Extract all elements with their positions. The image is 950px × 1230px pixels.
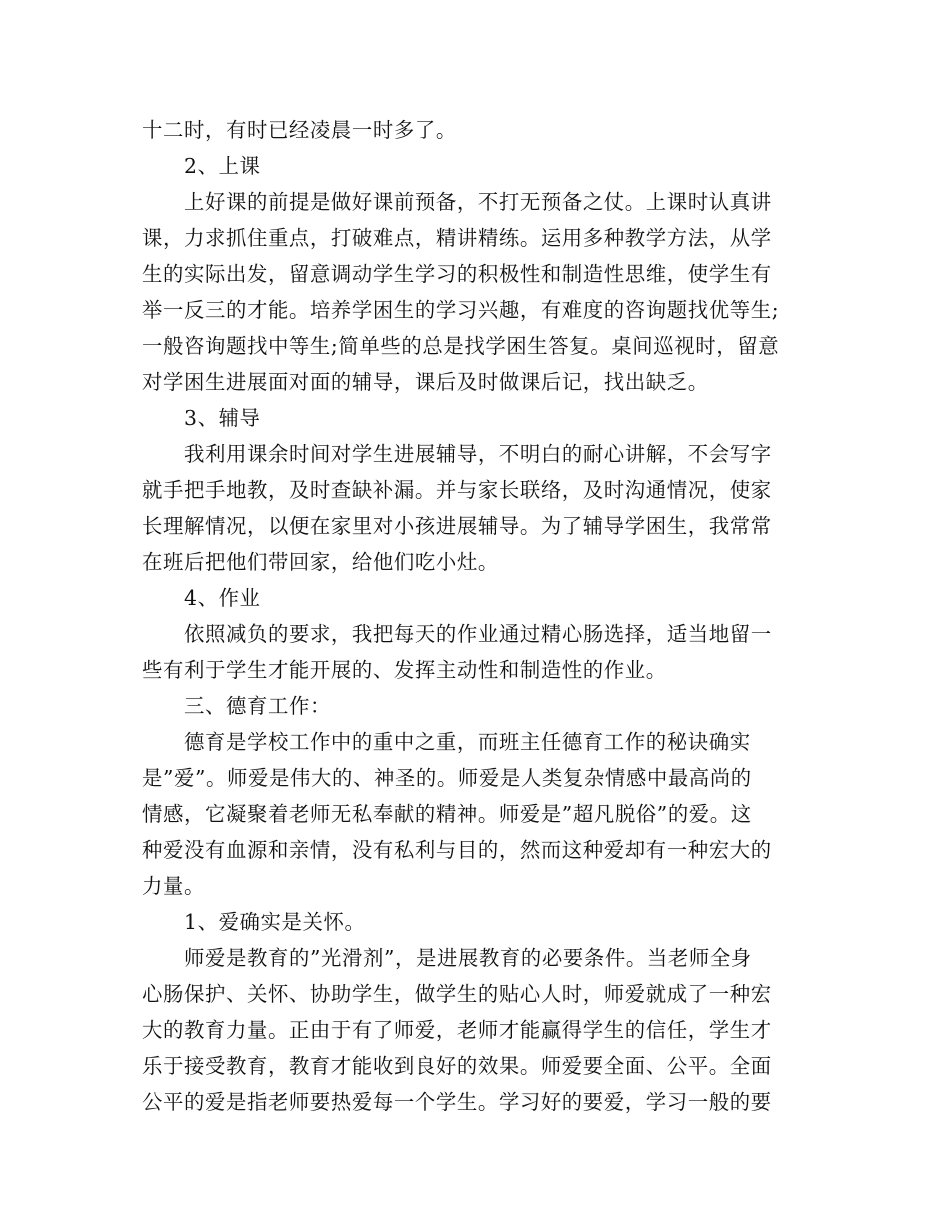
section-heading: 1、爱确实是关怀。: [184, 910, 366, 934]
text-line: 些有利于学生才能开展的、发挥主动性和制造性的作业。: [142, 658, 667, 682]
text-line: 乐于接受教育，教育才能收到良好的效果。师爱要全面、公平。全面: [142, 1054, 772, 1078]
document-page: [142, 112, 812, 1120]
text-line: 依照减负的要求，我把每天的作业通过精心肠选择，适当地留一: [184, 622, 772, 646]
text-line: 心肠保护、关怀、协助学生，做学生的贴心人时，师爱就成了一种宏: [142, 982, 772, 1006]
text-line: 生的实际出发，留意调动学生学习的积极性和制造性思维，使学生有: [142, 262, 772, 286]
text-line: 公平的爱是指老师要热爱每一个学生。学习好的要爱，学习一般的要: [142, 1090, 772, 1114]
text-line: 在班后把他们带回家，给他们吃小灶。: [142, 550, 499, 574]
text-line: 上好课的前提是做好课前预备，不打无预备之仗。上课时认真讲: [184, 190, 772, 214]
text-line: 师爱是教育的”光滑剂”，是进展教育的必要条件。当老师全身: [184, 946, 752, 970]
text-line: 大的教育力量。正由于有了师爱，老师才能赢得学生的信任，学生才: [142, 1018, 772, 1042]
text-line: 长理解情况，以便在家里对小孩进展辅导。为了辅导学困生，我常常: [142, 514, 772, 538]
text-line: 一般咨询题找中等生;简单些的总是找学困生答复。桌间巡视时，留意: [142, 334, 780, 358]
text-line: 情感，它凝聚着老师无私奉献的精神。师爱是”超凡脱俗”的爱。这: [142, 802, 752, 826]
text-line: 是”爱”。师爱是伟大的、神圣的。师爱是人类复杂情感中最高尚的: [142, 766, 752, 790]
text-line: 举一反三的才能。培养学困生的学习兴趣，有难度的咨询题找优等生;: [142, 298, 780, 322]
text-line: 力量。: [142, 874, 205, 898]
section-heading: 3、辅导: [184, 406, 261, 430]
section-heading: 2、上课: [184, 154, 261, 178]
text-line: 对学困生进展面对面的辅导，课后及时做课后记，找出缺乏。: [142, 370, 709, 394]
section-heading: 4、作业: [184, 586, 261, 610]
text-line: 就手把手地教，及时查缺补漏。并与家长联络，及时沟通情况，使家: [142, 478, 772, 502]
text-line: 十二时，有时已经凌晨一时多了。: [142, 118, 457, 142]
text-line: 课，力求抓住重点，打破难点，精讲精练。运用多种教学方法，从学: [142, 226, 772, 250]
section-heading: 三、德育工作：: [184, 694, 331, 718]
text-line: 德育是学校工作中的重中之重，而班主任德育工作的秘诀确实: [184, 730, 751, 754]
text-line: 种爱没有血源和亲情，没有私利与目的，然而这种爱却有一种宏大的: [142, 838, 772, 862]
text-line: 我利用课余时间对学生进展辅导，不明白的耐心讲解，不会写字: [184, 442, 772, 466]
